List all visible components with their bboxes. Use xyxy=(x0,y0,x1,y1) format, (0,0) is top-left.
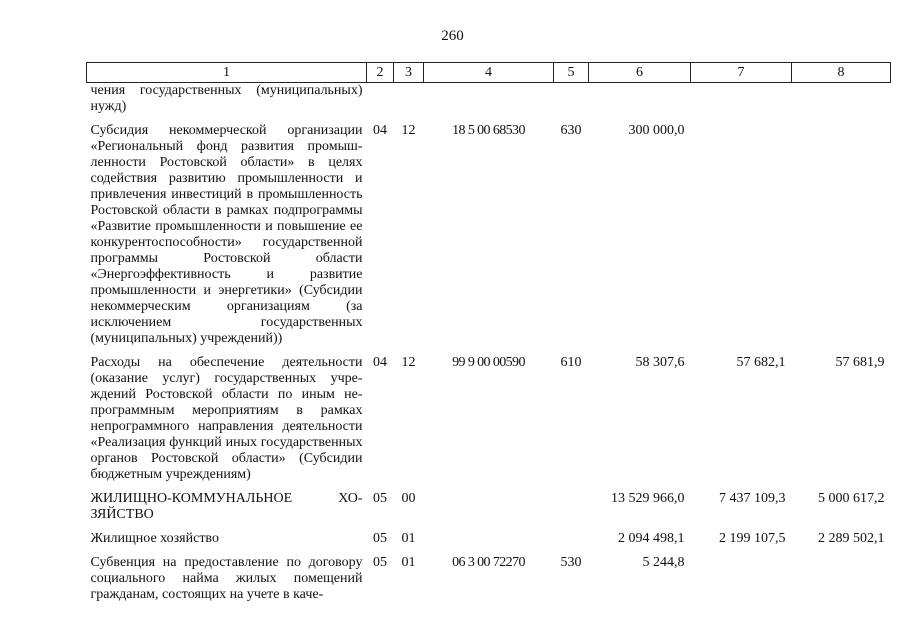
amount-col6: 300 000,0 xyxy=(628,123,685,138)
expense-name: ЖИЛИЩНО-КОММУНАЛЬНОЕ ХОЗЯЙСТВО xyxy=(90,491,363,522)
table-row xyxy=(87,555,891,603)
table-row xyxy=(87,355,891,491)
target-article-code: 06 3 00 72270 xyxy=(452,555,525,570)
expense-name: чения государственных (муниципальных) нужд) xyxy=(90,83,363,114)
target-article-code: 18 5 00 68530 xyxy=(452,123,525,138)
expense-type-code: 610 xyxy=(560,355,582,370)
table-row xyxy=(87,123,891,355)
subsection-code: 12 xyxy=(401,123,416,138)
amount-col8: 2 289 502,1 xyxy=(818,531,885,546)
amount-col7: 7 437 109,3 xyxy=(719,491,786,506)
amount-col6 xyxy=(589,83,691,124)
amount-col7 xyxy=(691,83,792,124)
section-code: 04 xyxy=(373,355,387,370)
column-header: 6 xyxy=(589,63,691,83)
amount-col8: 5 000 617,2 xyxy=(818,491,885,506)
column-header: 5 xyxy=(554,63,589,83)
target-article-code: 99 9 00 00590 xyxy=(452,355,525,370)
amount-col6: 58 307,6 xyxy=(635,355,685,370)
expense-type-code xyxy=(554,531,589,555)
amount-col8 xyxy=(792,123,891,355)
amount-col8: 57 681,9 xyxy=(835,355,885,370)
subsection-code: 00 xyxy=(401,491,416,506)
amount-col7 xyxy=(691,555,792,603)
amount-col7 xyxy=(691,123,792,355)
column-header: 4 xyxy=(424,63,554,83)
amount-col7: 2 199 107,5 xyxy=(719,531,786,546)
column-header: 2 xyxy=(367,63,394,83)
expense-type-code xyxy=(554,491,589,531)
subsection-code xyxy=(394,83,424,124)
target-article-code xyxy=(424,491,554,531)
target-article-code xyxy=(424,83,554,124)
amount-col8 xyxy=(792,83,891,124)
subsection-code: 12 xyxy=(401,355,416,370)
expense-name: Жилищное хозяйство xyxy=(90,531,219,546)
expense-name: Расходы на обеспечение деятельности (оказание услуг) государственных учреждений Ростовской области по иным непрограммным мероприятиям в рамках непрограммного направления деятельности «Реализация функций иных государственных органов Ростовской области» (Субсидии бюджетным учреждениям) xyxy=(90,355,363,482)
column-header: 8 xyxy=(792,63,891,83)
section-code: 05 xyxy=(373,491,387,506)
column-header: 3 xyxy=(394,63,424,83)
subsection-code: 01 xyxy=(401,531,416,546)
amount-col6: 5 244,8 xyxy=(642,555,685,570)
target-article-code xyxy=(424,531,554,555)
section-code: 05 xyxy=(373,555,387,570)
table-header-row xyxy=(87,63,891,83)
budget-table xyxy=(86,62,891,603)
section-code: 04 xyxy=(373,123,387,138)
expense-type-code: 630 xyxy=(560,123,582,138)
expense-type-code xyxy=(554,83,589,124)
amount-col8 xyxy=(792,555,891,603)
amount-col7: 57 682,1 xyxy=(736,355,786,370)
table-row xyxy=(87,531,891,555)
table-row xyxy=(87,83,891,124)
column-header: 7 xyxy=(691,63,792,83)
table-row xyxy=(87,491,891,531)
page-number: 260 xyxy=(441,28,464,44)
section-code xyxy=(367,83,394,124)
amount-col6: 13 529 966,0 xyxy=(611,491,685,506)
section-code: 05 xyxy=(373,531,387,546)
column-header: 1 xyxy=(87,63,367,83)
expense-name: Субсидия некоммерческой организации «Региональный фонд развития промышленности Ростовской области» в целях содействия развитию промышленности и привлечения инвестиций в промышленность Ростовской области в рамках подпрограммы «Развитие промышленности и повышение ее конкурентоспособности» государственной программы Ростовской области «Энергоэффективность и развитие промышленности и энергетики» (Субсидии некоммерческим организациям (за исключением государственных (муниципальных) учреждений)) xyxy=(90,123,363,346)
subsection-code: 01 xyxy=(401,555,416,570)
expense-type-code: 530 xyxy=(560,555,582,570)
amount-col6: 2 094 498,1 xyxy=(618,531,685,546)
expense-name: Субвенция на предоставление по договору социального найма жилых помещений гражданам, состоящих на учете в каче- xyxy=(90,555,363,602)
